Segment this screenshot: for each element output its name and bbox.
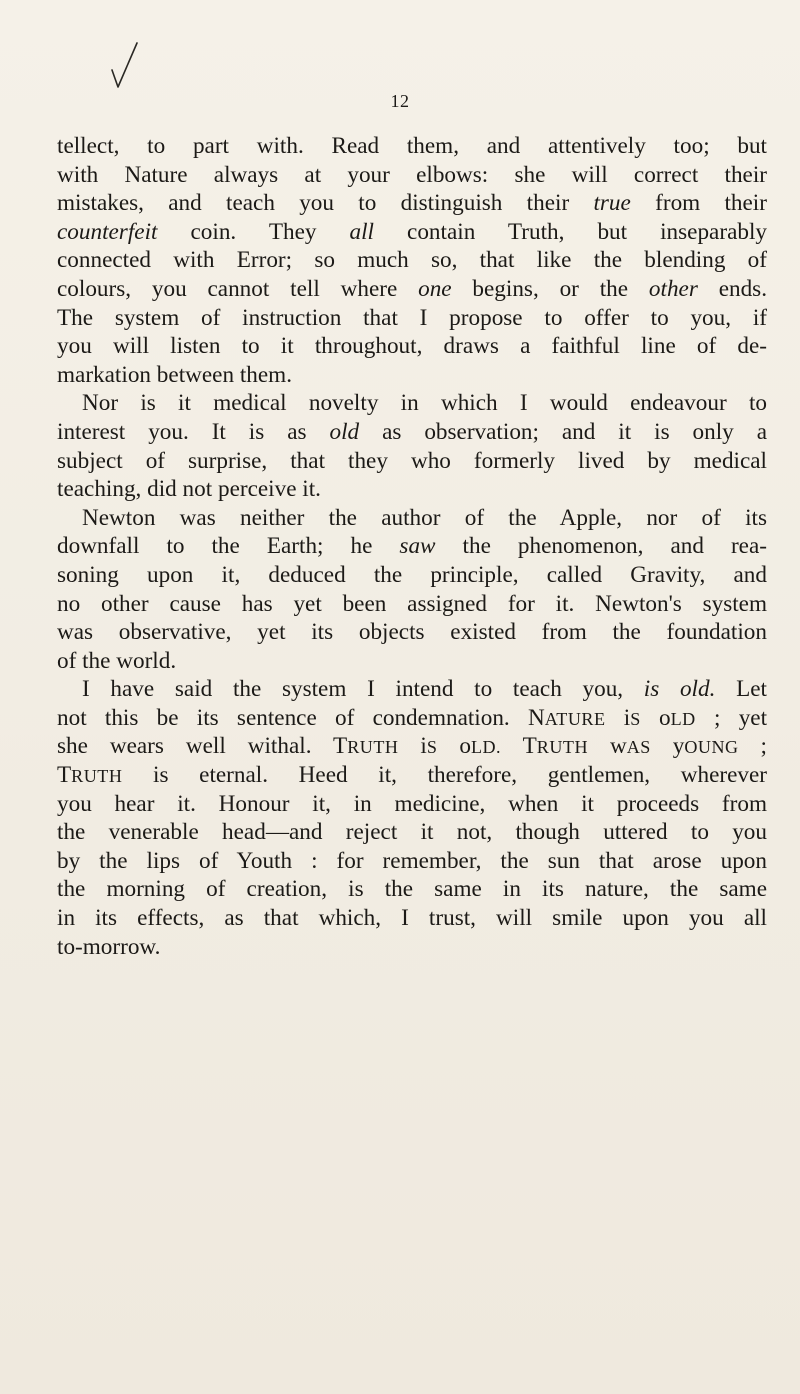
text-line: no other cause has yet been assigned for it. Newton's system [57, 590, 767, 617]
text-line: connected with Error; so much so, that like the blending of [57, 247, 767, 274]
text-line: the morning of creation, is the same in its nature, the same [57, 876, 767, 903]
text-line: was observative, yet its objects existed from the foundation [57, 619, 767, 646]
text-line: subject of surprise, that they who formerly lived by medical [57, 447, 767, 474]
text-line: The system of instruction that I propose to offer to you, if [57, 304, 767, 331]
text-line: mistakes, and teach you to distinguish their true from their [57, 190, 767, 217]
paragraph-end-line: markation between them. [57, 361, 293, 388]
check-mark-icon [110, 40, 140, 90]
text-line: colours, you cannot tell where one begins, or the other ends. [57, 275, 767, 302]
text-line: in its effects, as that which, I trust, will smile upon you all [57, 905, 767, 932]
text-line: tellect, to part with. Read them, and attentively too; but [57, 133, 767, 159]
text-line: the venerable head—and reject it not, though uttered to you [57, 819, 767, 846]
paragraph-end-line: teaching, did not perceive it. [57, 476, 321, 503]
text-line: TRUTH is eternal. Heed it, therefore, gentlemen, wherever [57, 762, 767, 789]
text-line: I have said the system I intend to teach you, is old. Let [82, 676, 767, 703]
text-line: Newton was neither the author of the Apple, nor of its [82, 504, 767, 531]
text-line: counterfeit coin. They all contain Truth, but inseparably [57, 218, 767, 245]
text-line: you will listen to it throughout, draws a faithful line of de- [57, 333, 767, 360]
text-line: not this be its sentence of condemnation. NATURE iS oLD ; yet [57, 704, 768, 731]
text-line: with Nature always at your elbows: she will correct their [57, 161, 767, 188]
text-line: soning upon it, deduced the principle, called Gravity, and [57, 561, 767, 588]
paragraph-end-line: to-morrow. [57, 933, 161, 960]
text-line: downfall to the Earth; he saw the phenomenon, and rea- [57, 533, 767, 560]
page-number: 12 [390, 91, 410, 111]
body-text [57, 132, 767, 961]
text-line: she wears well withal. TRUTH iS oLD. TRUTH wAS yOUNG ; [57, 733, 768, 760]
paragraph-end-line: of the world. [57, 647, 177, 674]
text-line: you hear it. Honour it, in medicine, when it proceeds from [57, 790, 767, 817]
text-line: Nor is it medical novelty in which I would endeavour to [82, 390, 767, 417]
text-line: by the lips of Youth : for remember, the sun that arose upon [57, 847, 767, 874]
text-line: interest you. It is as old as observation; and it is only a [57, 418, 767, 445]
